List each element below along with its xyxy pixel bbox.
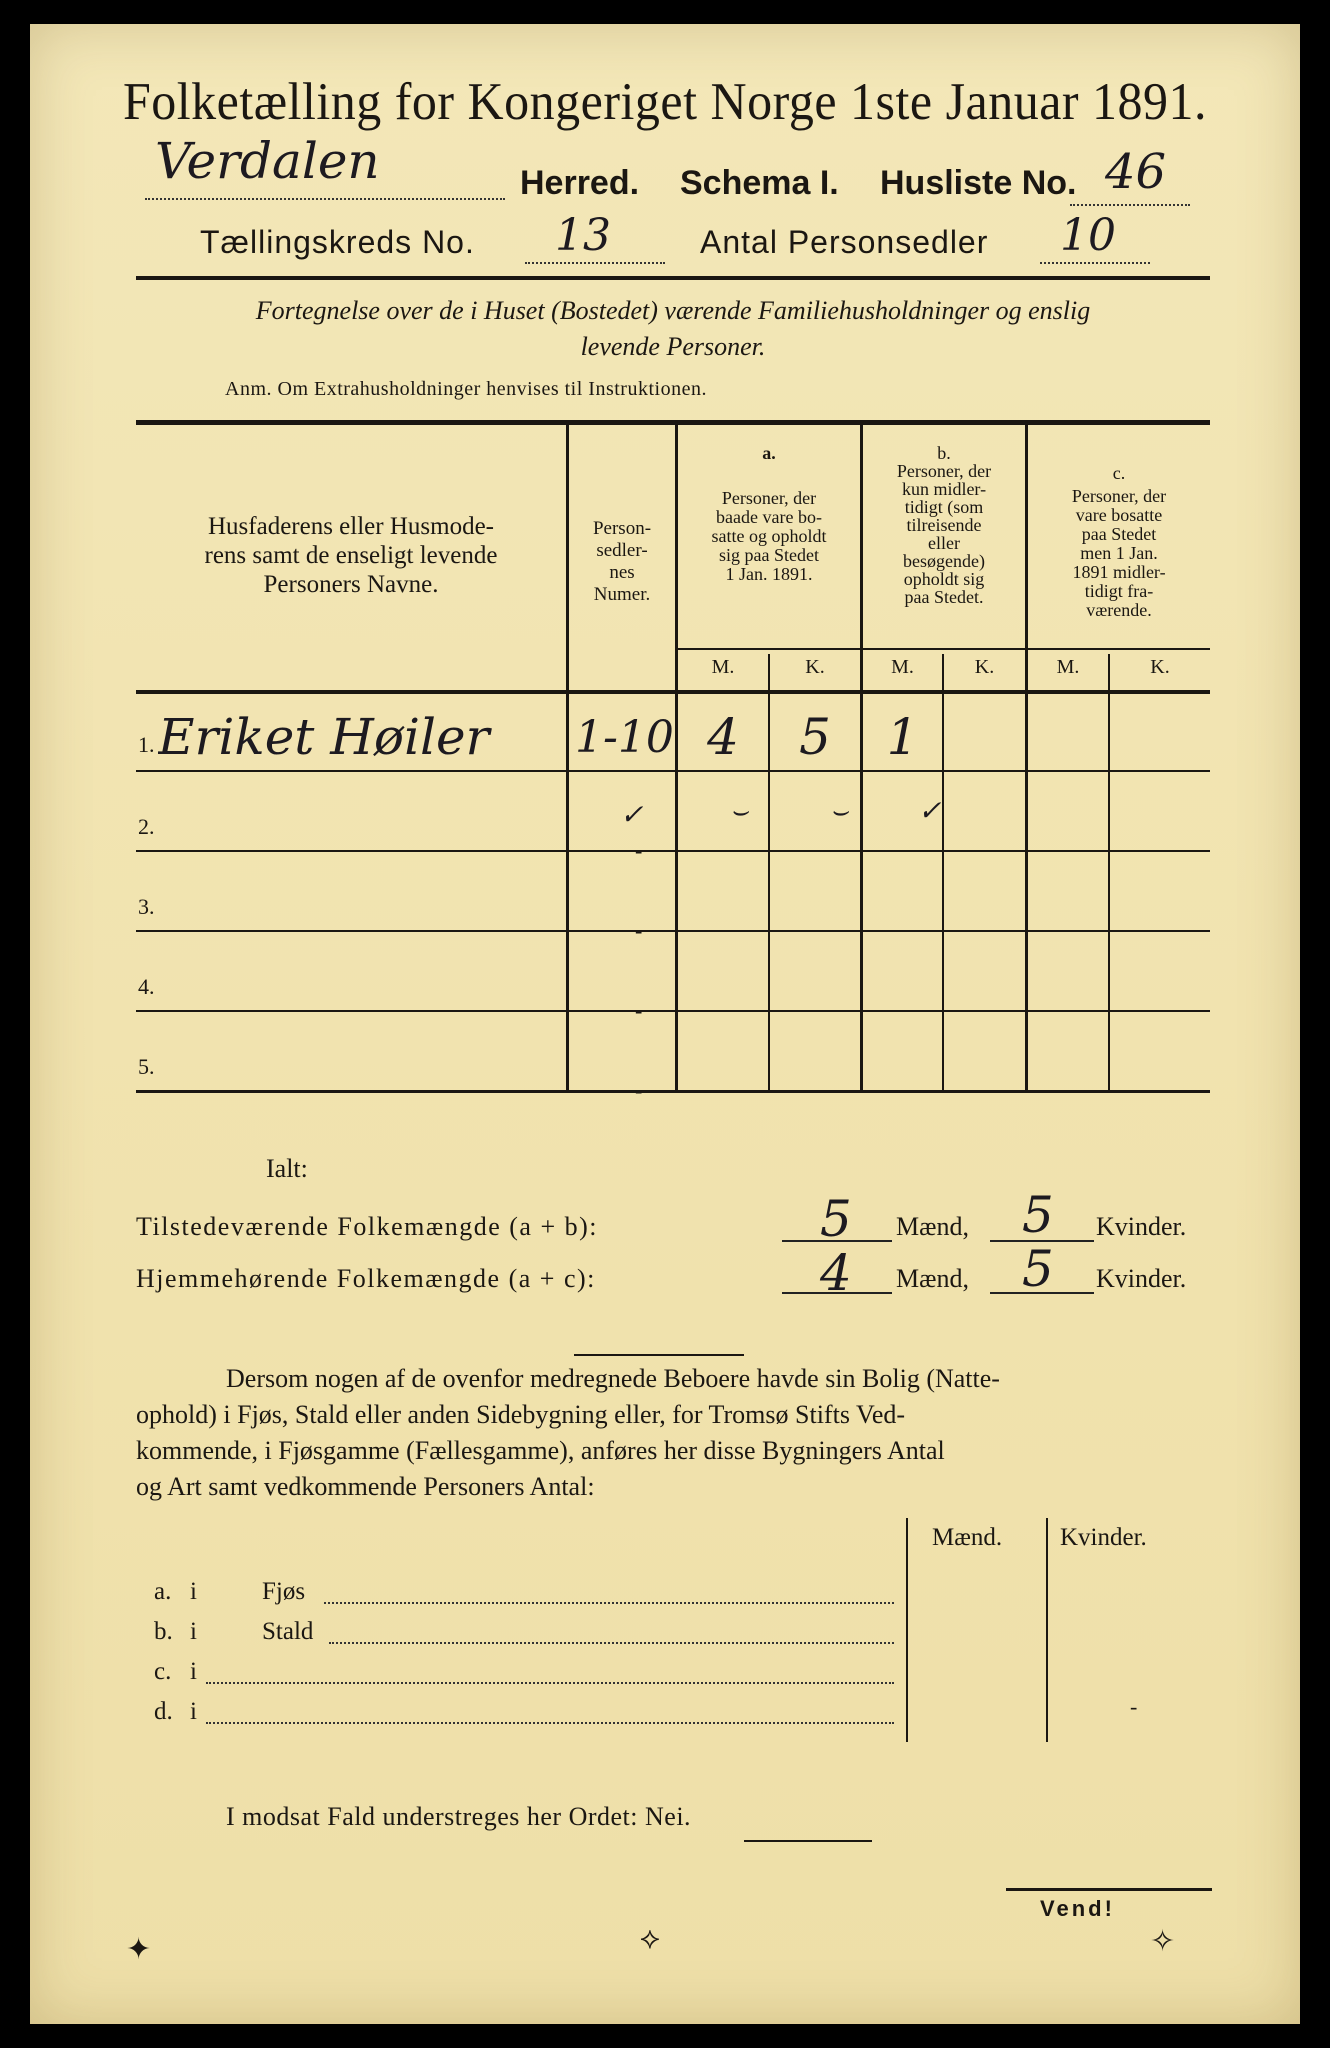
row-num-dash: -	[635, 998, 643, 1023]
col-b-line: paa Stedet.	[904, 587, 984, 607]
col-b-line: eller	[928, 533, 960, 553]
col-num-line: sedler-	[596, 540, 648, 561]
tack-mark-icon: ✧	[1150, 1925, 1176, 1958]
col-c-line: men 1 Jan.	[1080, 543, 1158, 563]
a-k-label: K.	[805, 656, 825, 678]
col-a-header	[678, 444, 860, 584]
col-c-line: paa Stedet	[1081, 524, 1157, 544]
col-c-line: værende.	[1086, 600, 1152, 620]
row-num-dash: -	[635, 1078, 643, 1103]
col-b-letter: b.	[937, 443, 951, 463]
col-a-line: Personer, der	[721, 488, 817, 508]
modsat-text: I modsat Fald understreges her Ordet: Nei.	[226, 1802, 692, 1831]
tack-mark-icon: ✦	[126, 1933, 152, 1966]
check-mark: ⌣	[830, 794, 849, 827]
row-number: 1.	[138, 732, 155, 757]
tilstede-maend: Mænd,	[896, 1212, 969, 1241]
c-m-label: M.	[1056, 656, 1080, 678]
ialt-label: Ialt:	[266, 1154, 308, 1183]
building-name: Fjøs	[262, 1578, 306, 1605]
row-number: 4.	[138, 974, 155, 999]
b-m-label: M.	[891, 656, 914, 678]
kreds-label: Tællingskreds No.	[200, 224, 475, 260]
row-rule-4	[136, 1010, 1210, 1012]
c-k-label: K.	[1150, 656, 1170, 678]
col-b-line: kun midler-	[901, 479, 987, 499]
row-number: 3.	[138, 894, 155, 919]
tilstede-kvinder: Kvinder.	[1096, 1212, 1187, 1241]
building-letter: a.	[154, 1578, 172, 1605]
hjemme-k-value[interactable]: 5	[1022, 1240, 1054, 1298]
nei-underline	[744, 1840, 872, 1842]
col-b-header	[863, 444, 1025, 606]
row-rule-3	[136, 930, 1210, 932]
buildings-vline-2	[1046, 1518, 1048, 1742]
buildings-col-k: Kvinder.	[1060, 1524, 1147, 1551]
tilstede-label: Tilstedeværende Folkemængde (a + b):	[136, 1212, 598, 1241]
col-a-letter: a.	[762, 443, 776, 463]
schema-label: Schema I.	[680, 164, 839, 202]
col-b-line: besøgende)	[903, 551, 985, 571]
row-1-name[interactable]: Eriket Høiler	[158, 708, 490, 766]
hjemme-label: Hjemmehørende Folkemængde (a + c):	[136, 1264, 596, 1293]
tack-mark-icon: ⟡	[640, 1922, 660, 1955]
buildings-para-2: ophold) i Fjøs, Stald eller anden Sidebygning eller, for Tromsø Stifts Ved-	[136, 1400, 906, 1429]
row-number: 5.	[138, 1054, 155, 1079]
col-a-line: sig paa Stedet	[719, 545, 819, 565]
antal-value: 10	[1060, 210, 1116, 261]
row-number: 2.	[138, 814, 155, 839]
building-i: i	[190, 1698, 197, 1725]
row-1-a-m[interactable]: 4	[707, 708, 739, 766]
tilstede-m-value[interactable]: 5	[820, 1190, 852, 1248]
building-row-c	[154, 1658, 894, 1686]
table-bottom-rule	[136, 1090, 1210, 1093]
check-mark: ✓	[620, 798, 644, 831]
building-letter: c.	[154, 1658, 172, 1685]
section-divider	[574, 1354, 744, 1356]
col-a-line: baade vare bo-	[716, 507, 822, 527]
building-i: i	[190, 1578, 197, 1605]
building-letter: d.	[154, 1698, 173, 1725]
vend-label: Vend!	[1040, 1896, 1115, 1921]
dot-leader	[206, 1722, 894, 1724]
row-num-dash: -	[635, 918, 643, 943]
dot-leader	[329, 1642, 894, 1644]
a-m-label: M.	[711, 656, 735, 678]
dot-leader	[324, 1602, 894, 1604]
col-a-line: satte og opholdt	[711, 526, 827, 546]
census-form	[30, 24, 1300, 2024]
hjemme-kvinder: Kvinder.	[1096, 1264, 1187, 1293]
hjemme-m-value[interactable]: 4	[820, 1244, 852, 1302]
building-row-b	[154, 1618, 894, 1646]
intro-line-2: levende Personer.	[580, 332, 766, 361]
intro-line-1: Fortegnelse over de i Huset (Bostedet) værende Familiehusholdninger og enslig	[255, 296, 1091, 325]
col-num-line: Numer.	[593, 584, 651, 605]
b-k-label: K.	[974, 656, 995, 678]
building-letter: b.	[154, 1618, 173, 1645]
col-c-line: 1891 midler-	[1072, 562, 1166, 582]
col-c-line: tidigt fra-	[1084, 581, 1154, 601]
building-name: Stald	[262, 1618, 314, 1645]
row-num-dash: -	[635, 838, 643, 863]
col-c-letter: c.	[1112, 463, 1126, 483]
husliste-label: Husliste No.	[880, 164, 1077, 202]
dot-leader	[206, 1682, 894, 1684]
hjemme-maend: Mænd,	[896, 1264, 969, 1293]
buildings-vline-1	[906, 1518, 908, 1742]
col-b-line: Personer, der	[896, 461, 992, 481]
building-row-a	[154, 1578, 894, 1606]
anm-note: Anm. Om Extrahusholdninger henvises til Instruktionen.	[225, 378, 707, 400]
col-num-header	[569, 518, 675, 606]
col-name-header	[136, 512, 566, 599]
check-mark: ✓	[918, 794, 942, 827]
table-top-rule	[136, 420, 1210, 425]
col-num-line: Person-	[592, 518, 652, 539]
col-b-line: tilreisende	[906, 515, 982, 535]
col-b-line: tidigt (som	[904, 497, 984, 517]
form-title: Folketælling for Kongeriget Norge 1ste Januar 1891.	[122, 71, 1208, 131]
buildings-para-1: Dersom nogen af de ovenfor medregnede Beboere havde sin Bolig (Natte-	[226, 1364, 1000, 1393]
building-i: i	[190, 1658, 197, 1685]
building-i: i	[190, 1618, 197, 1645]
tilstede-k-value[interactable]: 5	[1022, 1186, 1054, 1244]
col-name-line: rens samt de enseligt levende	[204, 542, 498, 569]
buildings-para-4: og Art samt vedkommende Personers Antal:	[136, 1472, 595, 1501]
col-c-line: Personer, der	[1071, 486, 1167, 506]
col-num-line: nes	[609, 562, 635, 583]
col-a-line: 1 Jan. 1891.	[725, 564, 813, 584]
row-1-num[interactable]: 1-10	[575, 712, 674, 763]
table-header-rule	[136, 690, 1210, 694]
header-rule	[136, 276, 1210, 280]
col-name-line: Personers Navne.	[263, 571, 439, 598]
col-b-line: opholdt sig	[903, 569, 985, 589]
check-mark: ⌣	[730, 794, 749, 827]
herred-label: Herred.	[520, 164, 640, 202]
row-rule-2	[136, 850, 1210, 852]
kreds-value: 13	[555, 210, 611, 261]
row-rule-1	[136, 770, 1210, 772]
row-d-kvinder-mark: -	[1130, 1694, 1138, 1719]
antal-label: Antal Personsedler	[700, 224, 989, 260]
col-name-line: Husfaderens eller Husmode-	[207, 513, 494, 540]
buildings-col-m: Mænd.	[932, 1524, 1003, 1551]
mk-rule	[675, 648, 1210, 650]
herred-value: Verdalen	[155, 132, 380, 190]
col-c-line: vare bosatte	[1075, 505, 1163, 525]
vline-cm	[1108, 654, 1110, 1092]
vline-bm	[942, 654, 944, 1092]
building-row-d	[154, 1698, 894, 1726]
buildings-para-3: kommende, i Fjøsgamme (Fællesgamme), anføres her disse Bygningers Antal	[136, 1436, 945, 1465]
col-c-header	[1028, 464, 1210, 620]
row-1-b-m[interactable]: 1	[886, 708, 919, 766]
vend-rule	[1006, 1888, 1212, 1891]
row-1-a-k[interactable]: 5	[799, 708, 831, 766]
husliste-value: 46	[1105, 144, 1167, 200]
